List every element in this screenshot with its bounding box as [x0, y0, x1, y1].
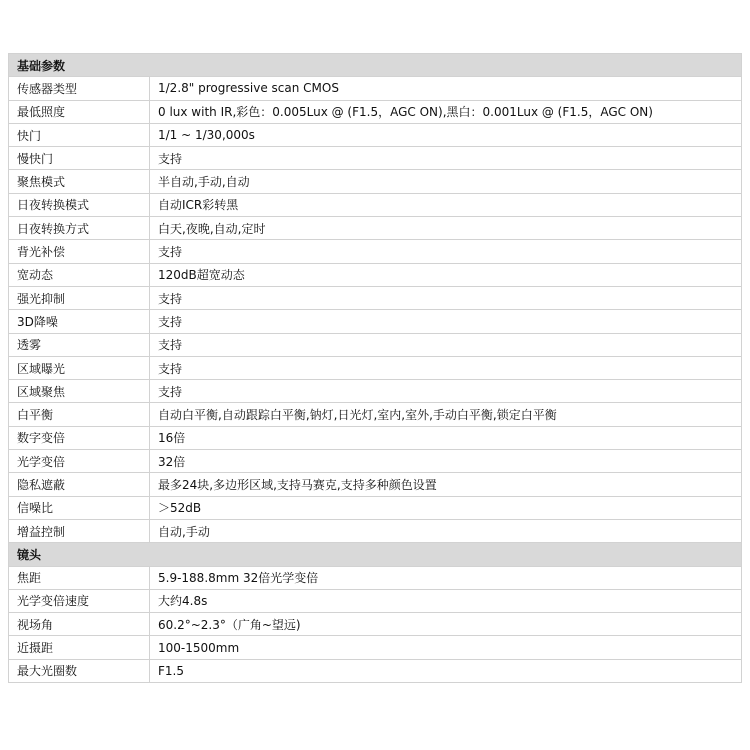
section-title: 基础参数 — [9, 54, 742, 77]
table-row — [9, 403, 742, 426]
spec-label: 焦距 — [9, 566, 150, 589]
section-header-row — [9, 54, 742, 77]
spec-value: 支持 — [150, 240, 742, 263]
spec-label: 数字变倍 — [9, 426, 150, 449]
spec-label: 透雾 — [9, 333, 150, 356]
table-row — [9, 193, 742, 216]
spec-value: 自动ICR彩转黑 — [150, 193, 742, 216]
spec-label: 最低照度 — [9, 100, 150, 123]
spec-value: 16倍 — [150, 426, 742, 449]
table-row — [9, 286, 742, 309]
spec-value: 支持 — [150, 356, 742, 379]
spec-value: 支持 — [150, 333, 742, 356]
spec-label: 光学变倍 — [9, 450, 150, 473]
spec-value: 白天,夜晚,自动,定时 — [150, 217, 742, 240]
section-header-row — [9, 543, 742, 566]
table-row — [9, 240, 742, 263]
spec-value: 最多24块,多边形区域,支持马赛克,支持多种颜色设置 — [150, 473, 742, 496]
spec-label: 增益控制 — [9, 519, 150, 542]
spec-label: 视场角 — [9, 613, 150, 636]
spec-label: 最大光圈数 — [9, 659, 150, 682]
spec-label: 区域聚焦 — [9, 380, 150, 403]
spec-label: 宽动态 — [9, 263, 150, 286]
table-row — [9, 473, 742, 496]
table-row — [9, 613, 742, 636]
spec-label: 日夜转换模式 — [9, 193, 150, 216]
table-row — [9, 333, 742, 356]
spec-value: 120dB超宽动态 — [150, 263, 742, 286]
table-row — [9, 310, 742, 333]
spec-value: 1/1 ~ 1/30,000s — [150, 123, 742, 146]
table-row — [9, 519, 742, 542]
table-row — [9, 450, 742, 473]
spec-value: 5.9-188.8mm 32倍光学变倍 — [150, 566, 742, 589]
table-row — [9, 380, 742, 403]
table-row — [9, 100, 742, 123]
spec-label: 3D降噪 — [9, 310, 150, 333]
spec-value: 自动,手动 — [150, 519, 742, 542]
spec-value: F1.5 — [150, 659, 742, 682]
spec-label: 背光补偿 — [9, 240, 150, 263]
table-row — [9, 566, 742, 589]
spec-label: 传感器类型 — [9, 77, 150, 100]
spec-table-body — [9, 54, 742, 683]
spec-label: 强光抑制 — [9, 286, 150, 309]
table-row — [9, 77, 742, 100]
spec-label: 白平衡 — [9, 403, 150, 426]
spec-value: 支持 — [150, 286, 742, 309]
table-row — [9, 263, 742, 286]
section-title: 镜头 — [9, 543, 742, 566]
spec-value: 支持 — [150, 310, 742, 333]
spec-value: 1/2.8" progressive scan CMOS — [150, 77, 742, 100]
spec-value: ＞52dB — [150, 496, 742, 519]
table-row — [9, 496, 742, 519]
spec-value: 支持 — [150, 147, 742, 170]
spec-value: 大约4.8s — [150, 589, 742, 612]
table-row — [9, 636, 742, 659]
spec-value: 支持 — [150, 380, 742, 403]
spec-value: 0 lux with IR,彩色：0.005Lux @ (F1.5，AGC ON),黑白：0.001Lux @ (F1.5，AGC ON) — [150, 100, 742, 123]
table-row — [9, 147, 742, 170]
table-row — [9, 356, 742, 379]
spec-value: 32倍 — [150, 450, 742, 473]
spec-label: 近摄距 — [9, 636, 150, 659]
spec-value: 100-1500mm — [150, 636, 742, 659]
spec-label: 隐私遮蔽 — [9, 473, 150, 496]
spec-label: 聚焦模式 — [9, 170, 150, 193]
spec-label: 光学变倍速度 — [9, 589, 150, 612]
spec-table — [8, 53, 742, 683]
spec-label: 区域曝光 — [9, 356, 150, 379]
spec-label: 信噪比 — [9, 496, 150, 519]
spec-value: 半自动,手动,自动 — [150, 170, 742, 193]
table-row — [9, 217, 742, 240]
spec-label: 快门 — [9, 123, 150, 146]
table-row — [9, 426, 742, 449]
spec-value: 60.2°~2.3°（广角~望远) — [150, 613, 742, 636]
table-row — [9, 589, 742, 612]
spec-label: 日夜转换方式 — [9, 217, 150, 240]
table-row — [9, 170, 742, 193]
spec-label: 慢快门 — [9, 147, 150, 170]
table-row — [9, 659, 742, 682]
table-row — [9, 123, 742, 146]
spec-value: 自动白平衡,自动跟踪白平衡,钠灯,日光灯,室内,室外,手动白平衡,锁定白平衡 — [150, 403, 742, 426]
